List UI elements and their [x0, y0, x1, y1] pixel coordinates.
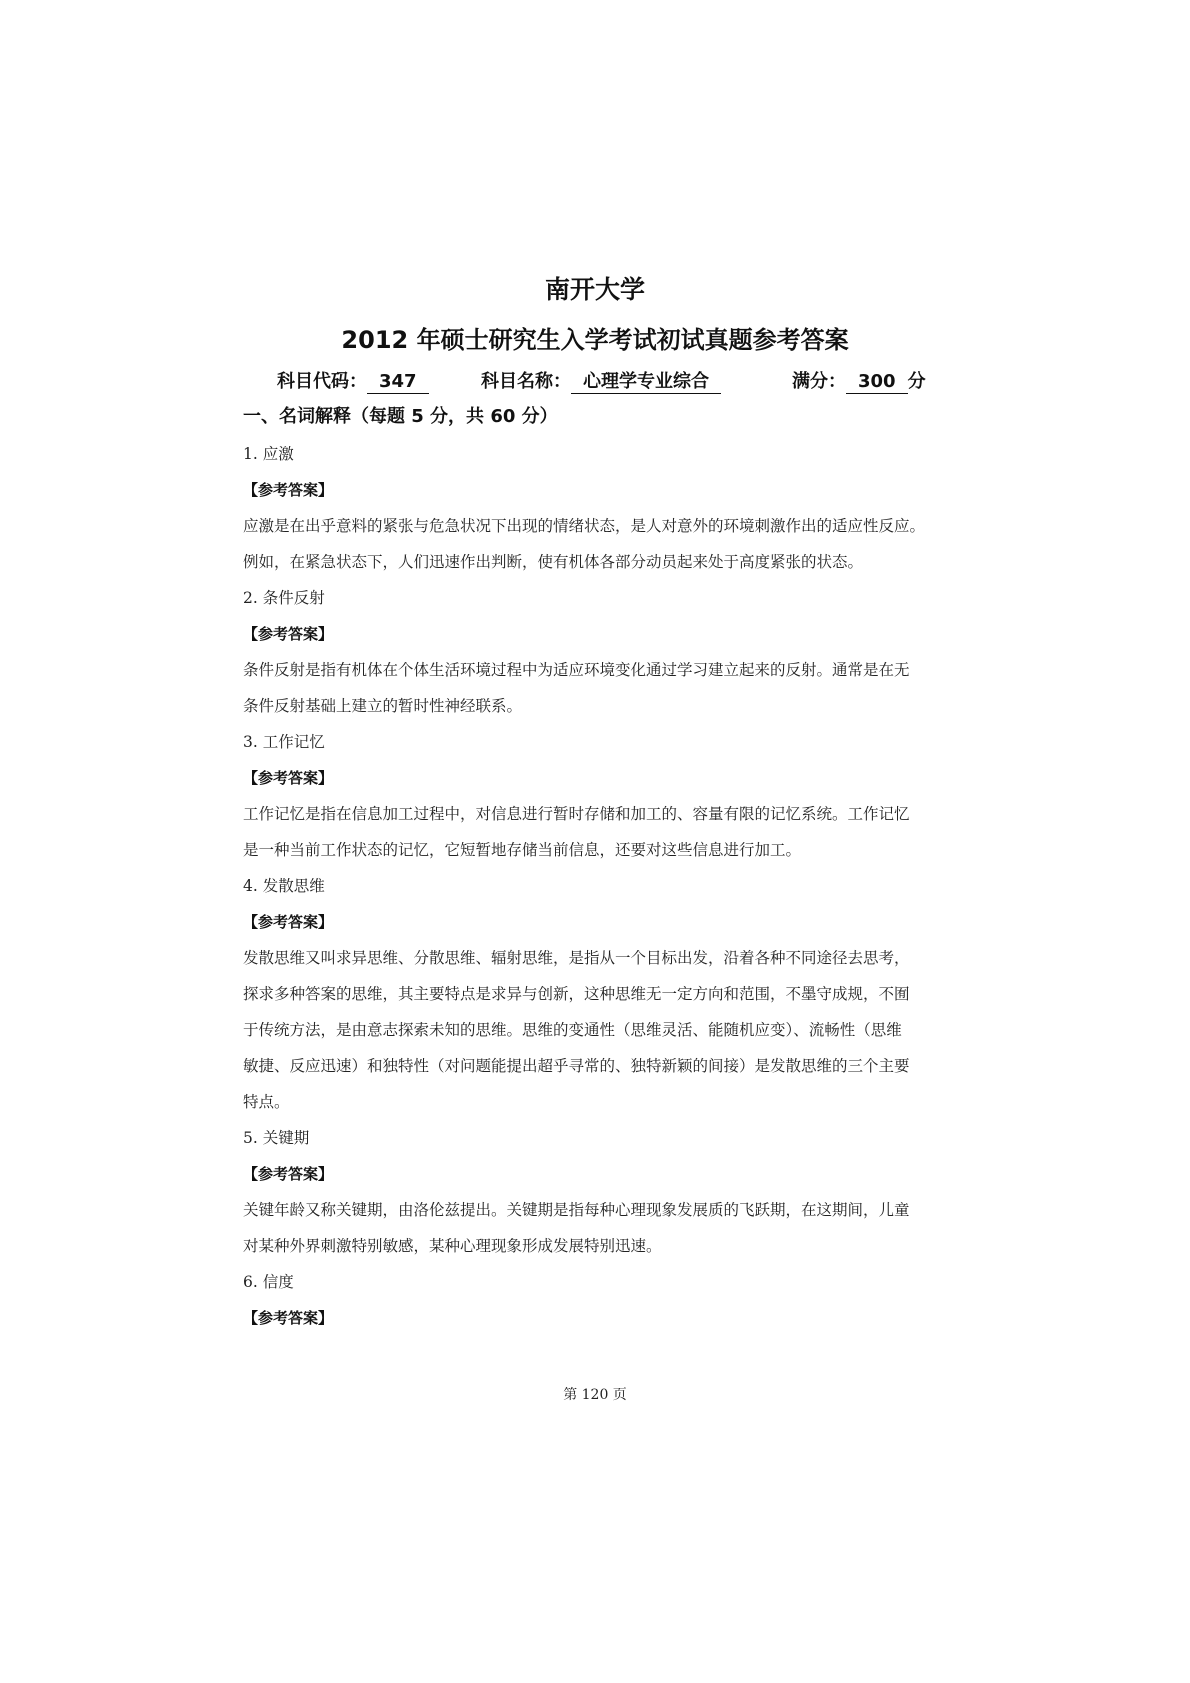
answer-label-6: 【参考答案】	[243, 1309, 334, 1327]
term-3: 3. 工作记忆	[243, 733, 325, 751]
answer-label-2: 【参考答案】	[243, 625, 334, 643]
term-1: 1. 应激	[243, 445, 294, 463]
answer-1-line-1: 应激是在出乎意料的紧张与危急状况下出现的情绪状态，是人对意外的环境刺激作出的适应性反应。	[243, 517, 926, 535]
term-2: 2. 条件反射	[243, 589, 325, 607]
answer-label-3: 【参考答案】	[243, 769, 334, 787]
term-4: 4. 发散思维	[243, 877, 325, 895]
subject-code-label: 科目代码：	[277, 371, 367, 392]
answer-4-line-3: 于传统方法，是由意志探索未知的思维。思维的变通性（思维灵活、能随机应变）、流畅性（思维	[243, 1021, 902, 1039]
answer-5-line-1: 关键年龄又称关键期，由洛伦兹提出。关键期是指每种心理现象发展质的飞跃期，在这期间，儿童	[243, 1201, 910, 1219]
full-score-label: 满分：	[792, 371, 846, 392]
answer-3-line-1: 工作记忆是指在信息加工过程中，对信息进行暂时存储和加工的、容量有限的记忆系统。工作记忆	[243, 805, 910, 823]
term-6: 6. 信度	[243, 1273, 294, 1291]
answer-1-line-2: 例如，在紧急状态下，人们迅速作出判断，使有机体各部分动员起来处于高度紧张的状态。	[243, 553, 864, 571]
answer-label-4: 【参考答案】	[243, 913, 334, 931]
answer-4-line-4: 敏捷、反应迅速）和独特性（对问题能提出超乎寻常的、独特新颖的间接）是发散思维的三个主要	[243, 1057, 910, 1075]
exam-title: 2012 年硕士研究生入学考试初试真题参考答案	[341, 326, 849, 354]
answer-3-line-2: 是一种当前工作状态的记忆，它短暂地存储当前信息，还要对这些信息进行加工。	[243, 841, 802, 859]
answer-5-line-2: 对某种外界刺激特别敏感，某种心理现象形成发展特别迅速。	[243, 1237, 662, 1255]
subject-code-value: 347	[367, 372, 429, 394]
answer-label-5: 【参考答案】	[243, 1165, 334, 1183]
answer-4-line-2: 探求多种答案的思维，其主要特点是求异与创新，这种思维无一定方向和范围，不墨守成规，不囿	[243, 985, 910, 1003]
answer-4-line-5: 特点。	[243, 1093, 290, 1111]
university-name: 南开大学	[544, 275, 645, 304]
answer-label-1: 【参考答案】	[243, 481, 334, 499]
subject-code	[277, 367, 429, 394]
full-score-value: 300	[846, 372, 908, 394]
answer-2-line-2: 条件反射基础上建立的暂时性神经联系。	[243, 697, 523, 715]
term-5: 5. 关键期	[243, 1129, 310, 1147]
subject-name-value: 心理学专业综合	[571, 372, 721, 394]
page-number: 第 120 页	[563, 1387, 627, 1403]
answer-list	[243, 436, 943, 1336]
section-title: 一、名词解释（每题 5 分，共 60 分）	[243, 406, 558, 427]
full-score-unit: 分	[907, 371, 926, 392]
answer-4-line-1: 发散思维又叫求异思维、分散思维、辐射思维，是指从一个目标出发，沿着各种不同途径去思考，	[243, 949, 910, 967]
subject-name-label: 科目名称：	[481, 371, 571, 392]
subject-name	[481, 367, 721, 394]
full-score	[792, 367, 926, 394]
answer-2-line-1: 条件反射是指有机体在个体生活环境过程中为适应环境变化通过学习建立起来的反射。通常是在无	[243, 661, 910, 679]
